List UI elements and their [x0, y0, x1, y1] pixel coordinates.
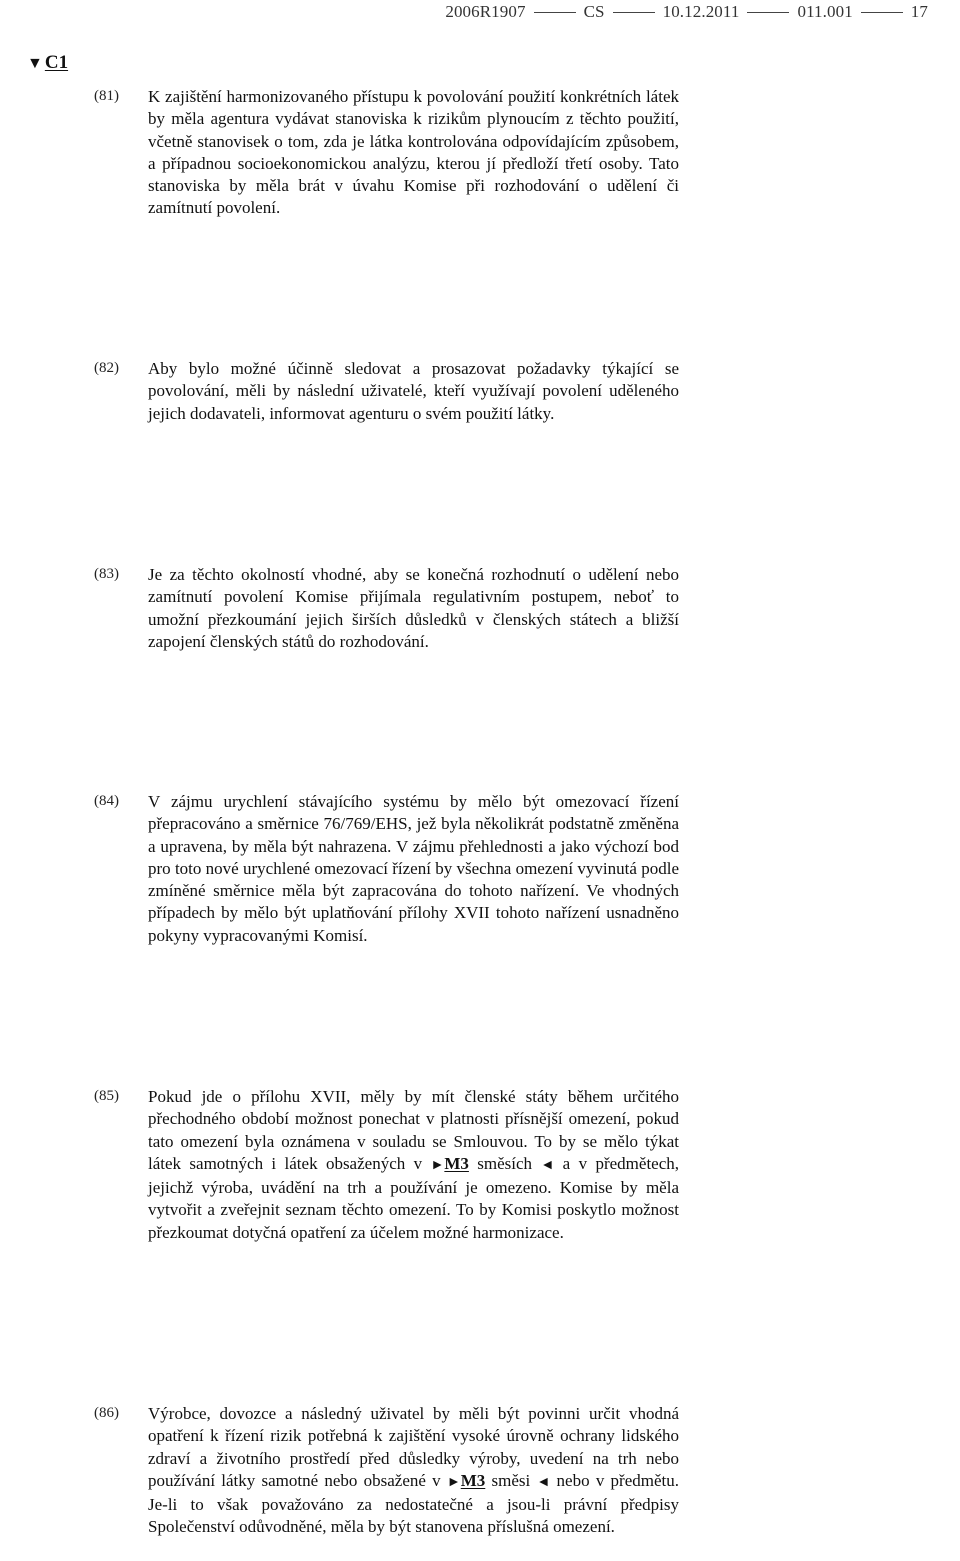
recital-text: Je za těchto okolností vhodné, aby se konečná rozhodnutí o udělení nebo zamítnutí povolení Komise přijímala regulativním postupem, neboť to umožní přezkoumání jejich širších důsledků v členských státech a bližší zapojení členských států do rozhodování.	[148, 565, 679, 651]
amendment-reference[interactable]	[447, 1471, 485, 1490]
recital-number: (81)	[94, 88, 119, 104]
amended-text: směsi	[485, 1470, 537, 1490]
recital-text	[148, 1403, 679, 1539]
recital-text: Aby bylo možné účinně sledovat a prosazovat požadavky týkající se povolování, měli by následní uživatelé, kteří využívají povolení uděleného jejich dodavateli, informovat agenturu o svém použití látky.	[148, 359, 679, 423]
amendment-code: M3	[460, 1470, 486, 1490]
left-triangle-icon: ◄	[540, 1157, 555, 1173]
recital-text-start: Pokud jde o přílohu XVII, měly by mít členské státy během určitého přechodného období možnost ponechat v platnosti přísnější omezení, pokud tato omezení byla oznámena v souladu se Smlouvou. To by se mělo týkat látek samotných i látek obsažených v	[148, 1087, 679, 1173]
recital-number: (86)	[94, 1405, 119, 1421]
page-header	[445, 2, 928, 22]
document-version: 011.001	[797, 2, 853, 21]
recital-number: (83)	[94, 566, 119, 582]
amendment-code: M3	[444, 1153, 469, 1173]
language-code: CS	[583, 2, 605, 21]
document-date: 10.12.2011	[662, 2, 740, 21]
recital-number: (84)	[94, 793, 119, 809]
recital-number: (82)	[94, 360, 119, 376]
header-separator	[861, 12, 903, 13]
amendment-reference[interactable]	[431, 1154, 469, 1173]
down-triangle-icon: ▼	[27, 55, 43, 72]
header-separator	[534, 12, 576, 13]
left-triangle-icon: ◄	[536, 1474, 551, 1490]
right-triangle-icon: ►	[446, 1474, 461, 1490]
recital-text	[148, 1086, 679, 1244]
recital-number: (85)	[94, 1088, 119, 1104]
document-id: 2006R1907	[445, 2, 526, 21]
corrigendum-code: C1	[44, 52, 69, 73]
right-triangle-icon: ►	[430, 1157, 445, 1173]
recital-text-end: a v předmětech, jejichž výroba, uvádění na trh a používání je omezeno. Komise by měla vytvořit a zveřejnit seznam těchto omezení. To by Komisi poskytlo možnost přezkoumat dotyčná opatření za účelem možné harmonizace.	[148, 1153, 680, 1242]
amended-text: směsích	[468, 1153, 541, 1173]
recital-text: V zájmu urychlení stávajícího systému by mělo být omezovací řízení přepracováno a směrnice 76/769/EHS, jež byla několikrát podstatně změněna a upravena, by měla být nahrazena. V zájmu přehlednosti a jako výchozí bod pro toto nové urychlené omezovací řízení by všechna omezení vyvinutá podle zmíněné směrnice měla být zapracována do tohoto nařízení. Ve vhodných případech by mělo být uplatňování přílohy XVII tohoto nařízení usnadněno pokyny vypracovanými Komisí.	[148, 792, 679, 945]
header-separator	[747, 12, 789, 13]
recital-text-start: Výrobce, dovozce a následný uživatel by měli být povinni určit vhodná opatření k řízení rizik potřebná k zajištění vysoké úrovně ochrany lidského zdraví a životního prostředí před důsledky výroby, uvedení na trh nebo používání látky samotné nebo obsažené v	[148, 1404, 679, 1490]
recital-text: K zajištění harmonizovaného přístupu k povolování použití konkrétních látek by měla agentura vydávat stanoviska k rizikům plynoucím z těchto použití, včetně stanovisek o tom, zda je látka kontrolována odpovídajícím způsobem, a případnou socioekonomickou analýzu, kterou jí předloží třetí osoby. Tato stanoviska by měla brát v úvahu Komise při rozhodování o udělení či zamítnutí povolení.	[148, 87, 679, 218]
recital-text-end: nebo v předmětu. Je-li to však považováno za nedostatečné a jsou-li právní předpisy Společenství odůvodněné, měla by být stanovena příslušná omezení.	[148, 1470, 679, 1537]
corrigendum-marker	[27, 52, 68, 74]
header-separator	[613, 12, 655, 13]
page-number: 17	[910, 2, 928, 21]
